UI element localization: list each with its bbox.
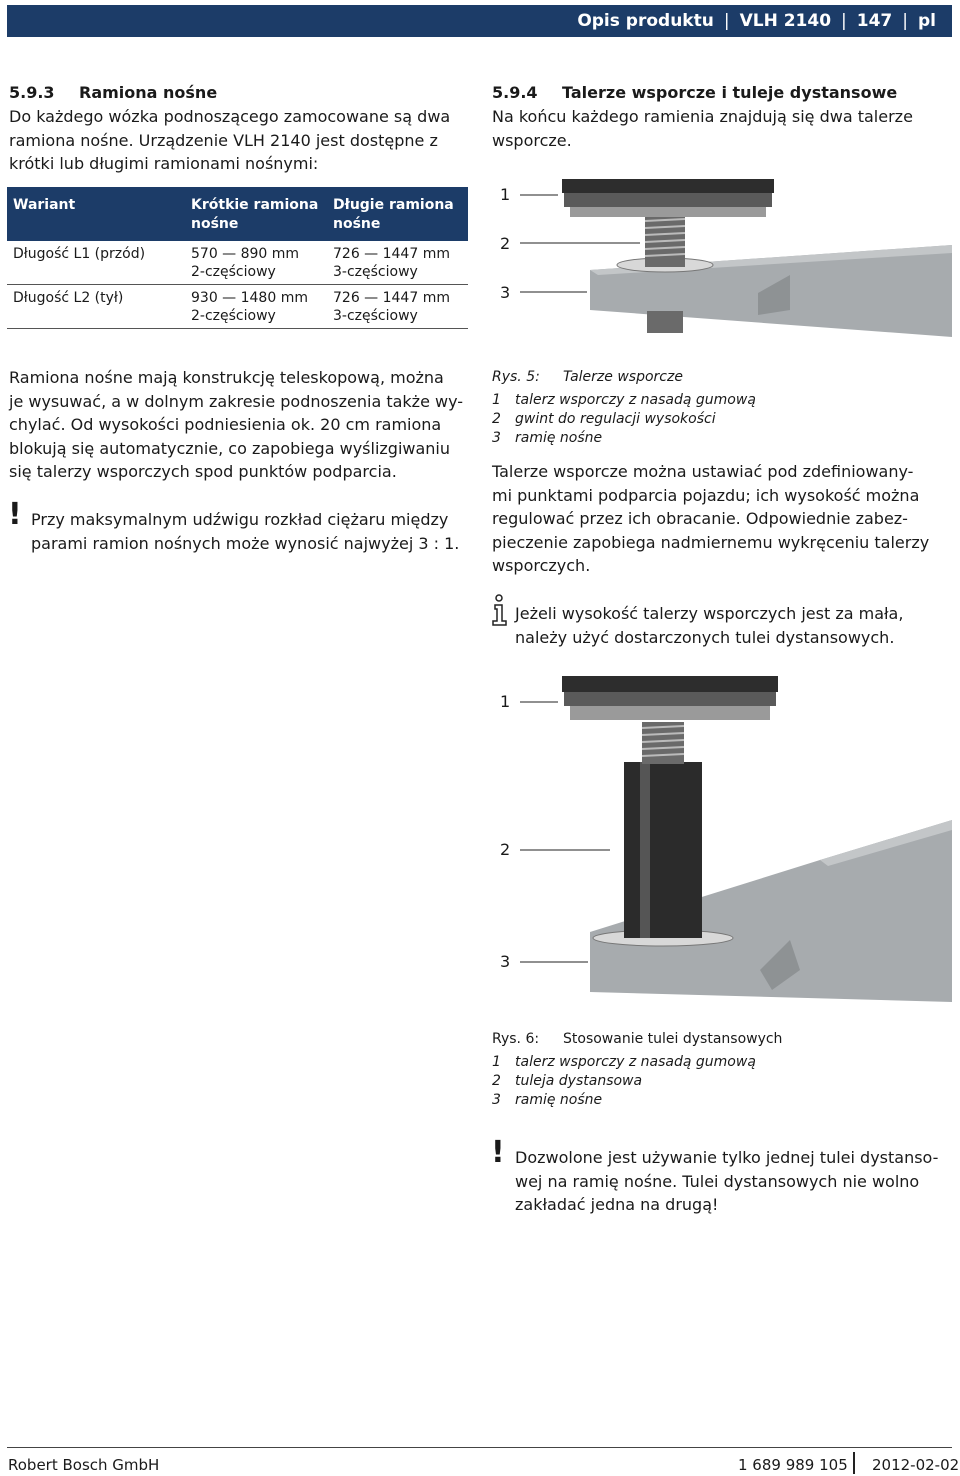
- text-line: blokują się automatycznie, co zapobiega wyślizgiwaniu: [9, 438, 450, 458]
- caption-item-number: 1: [492, 392, 501, 408]
- footer-company: Robert Bosch GmbH: [8, 1456, 160, 1474]
- table-bottom-rule: [7, 328, 468, 329]
- text-line: zakładać jedna na drugą!: [515, 1195, 719, 1214]
- footer-rule: [7, 1447, 952, 1448]
- support-plates-intro: [492, 105, 913, 152]
- plate-rim: [570, 706, 770, 720]
- table-cell: 726 — 1447 mm 3-częściowy: [327, 241, 468, 285]
- text-line: regulować przez ich obracanie. Odpowiednie zabez-: [492, 509, 908, 528]
- figure-6-spacer-sleeve: [490, 670, 952, 1002]
- caption-title-line: [492, 368, 756, 387]
- section-heading-5-9-3: [9, 83, 217, 102]
- caption-item-number: 2: [492, 411, 501, 427]
- caption-item: [492, 410, 756, 429]
- heading-title: Talerze wsporcze i tuleje dystansowe: [562, 83, 898, 102]
- table-cell: 726 — 1447 mm 3-częściowy: [333, 290, 450, 324]
- text-line: należy użyć dostarczonych tulei dystansowych.: [515, 627, 895, 647]
- text-line: się talerzy wsporczych spod punktów podparcia.: [9, 462, 397, 481]
- callout-number: 3: [500, 952, 511, 971]
- plate-top: [562, 676, 778, 692]
- text-line: Talerze wsporcze można ustawiać pod zdefiniowany-: [492, 462, 914, 481]
- info-icon: [490, 594, 510, 630]
- caption-item-text: tuleja dystansowa: [515, 1073, 643, 1089]
- warning-exclamation-icon: !: [491, 1135, 505, 1170]
- caption-item-text: gwint do regulacji wysokości: [515, 411, 716, 427]
- page-header-bar: [7, 5, 952, 37]
- callout-number: 1: [500, 692, 511, 711]
- footer-date: 2012-02-02: [872, 1456, 960, 1474]
- caption-item-text: talerz wsporczy z nasadą gumową: [515, 392, 756, 408]
- info-icon-svg: [490, 594, 510, 626]
- header-page-number: 147: [856, 11, 893, 31]
- table-cell: Długość L1 (przód): [7, 241, 185, 285]
- caption-label: Rys. 5:: [492, 369, 540, 385]
- heading-number: 5.9.3: [9, 83, 55, 102]
- caption-title: Talerze wsporcze: [563, 369, 683, 385]
- support-plate-illustration: [490, 175, 952, 337]
- callout-number: 2: [500, 234, 511, 253]
- sleeve-highlight: [640, 762, 650, 938]
- plate-body: [564, 193, 772, 207]
- text-line: je wysuwać, a w dolnym zakresie podnoszenia także wy-: [9, 391, 464, 411]
- text-line: wej na ramię nośne. Tulei dystansowych nie wolno: [515, 1171, 920, 1191]
- heading-title: Ramiona nośne: [79, 83, 218, 102]
- spacer-sleeve-shape: [624, 762, 702, 938]
- caption-item: [492, 429, 756, 448]
- caption-title: Stosowanie tulei dystansowych: [563, 1031, 783, 1047]
- plate-body: [564, 692, 776, 706]
- text-line: Dozwolone jest używanie tylko jednej tulei dystanso-: [515, 1148, 939, 1167]
- figure-6-caption: [492, 1030, 782, 1110]
- text-line: pieczenie zapobiega nadmiernemu wykręceniu talerzy: [492, 532, 930, 552]
- text-line: wsporcze.: [492, 130, 572, 150]
- page-header-text: Opis produktu | VLH 2140 | 147 | pl: [577, 11, 936, 31]
- text-line: parami ramion nośnych może wynosić najwyżej 3 : 1.: [31, 533, 460, 553]
- adjustment-paragraph: [492, 460, 929, 578]
- text-line: Ramiona nośne mają konstrukcję teleskopową, można: [9, 368, 444, 387]
- arm-variant-table: [7, 187, 468, 329]
- plate-rim: [570, 207, 766, 217]
- table-header-row: [7, 187, 468, 241]
- caption-item-number: 1: [492, 1054, 501, 1070]
- caption-item-number: 3: [492, 430, 501, 446]
- table-header-cell: Krótkie ramiona nośne: [185, 187, 327, 241]
- text-line: mi punktami podparcia pojazdu; ich wysokość można: [492, 485, 920, 505]
- table-cell: 930 — 1480 mm 2-częściowy: [191, 290, 308, 324]
- heading-number: 5.9.4: [492, 83, 538, 102]
- text-line: Na końcu każdego ramienia znajdują się dwa talerze: [492, 107, 913, 126]
- caption-item-text: ramię nośne: [515, 430, 603, 446]
- caption-item-text: talerz wsporczy z nasadą gumową: [515, 1054, 756, 1070]
- thread-rod-bottom: [647, 311, 683, 333]
- plate-top: [562, 179, 774, 193]
- caption-item-text: ramię nośne: [515, 1092, 603, 1108]
- text-line: Jeżeli wysokość talerzy wsporczych jest za mała,: [515, 604, 904, 623]
- caption-item: [492, 1072, 782, 1091]
- caption-title-line: [492, 1030, 782, 1049]
- text-line: Przy maksymalnym udźwigu rozkład ciężaru między: [31, 510, 449, 529]
- header-model: VLH 2140: [739, 11, 832, 31]
- caption-item: [492, 391, 756, 410]
- caption-label: Rys. 6:: [492, 1031, 540, 1047]
- text-line: chylać. Od wysokości podniesienia ok. 20 cm ramiona: [9, 415, 442, 434]
- warning-load-distribution: [31, 508, 459, 555]
- caption-item: [492, 1053, 782, 1072]
- header-section: Opis produktu: [577, 11, 714, 31]
- caption-item: [492, 1091, 782, 1110]
- table-row: [7, 241, 468, 285]
- callout-number: 1: [500, 185, 511, 204]
- section-heading-5-9-4: [492, 83, 897, 102]
- caption-item-number: 3: [492, 1092, 501, 1108]
- figure-5-caption: [492, 368, 756, 448]
- header-language: pl: [918, 11, 936, 31]
- table-row: [7, 285, 468, 329]
- warning-single-spacer: [515, 1146, 938, 1217]
- caption-item-number: 2: [492, 1073, 501, 1089]
- callout-number: 2: [500, 840, 511, 859]
- callout-number: 3: [500, 283, 511, 302]
- footer-separator: [853, 1452, 855, 1474]
- text-line: wsporczych.: [492, 556, 591, 575]
- warning-exclamation-icon: !: [8, 497, 22, 532]
- footer-doc-number: 1 689 989 105: [738, 1456, 848, 1474]
- telescopic-paragraph: [9, 366, 463, 484]
- spacer-sleeve-illustration: [490, 670, 952, 1002]
- table-cell: 570 — 890 mm 2-częściowy: [185, 241, 327, 285]
- intro-paragraph: Do każdego wózka podnoszącego zamocowane są dwa ramiona nośne. Urządzenie VLH 2140 jest dostępne z krótki lub długimi ramionami nośnymi:: [9, 107, 451, 173]
- table-header-cell: Długie ramiona nośne: [327, 187, 468, 241]
- figure-5-support-plate: [490, 175, 952, 337]
- info-spacer-note: [515, 602, 903, 649]
- table-cell: Długość L2 (tył): [13, 290, 124, 306]
- table-header-cell: Wariant: [7, 187, 185, 241]
